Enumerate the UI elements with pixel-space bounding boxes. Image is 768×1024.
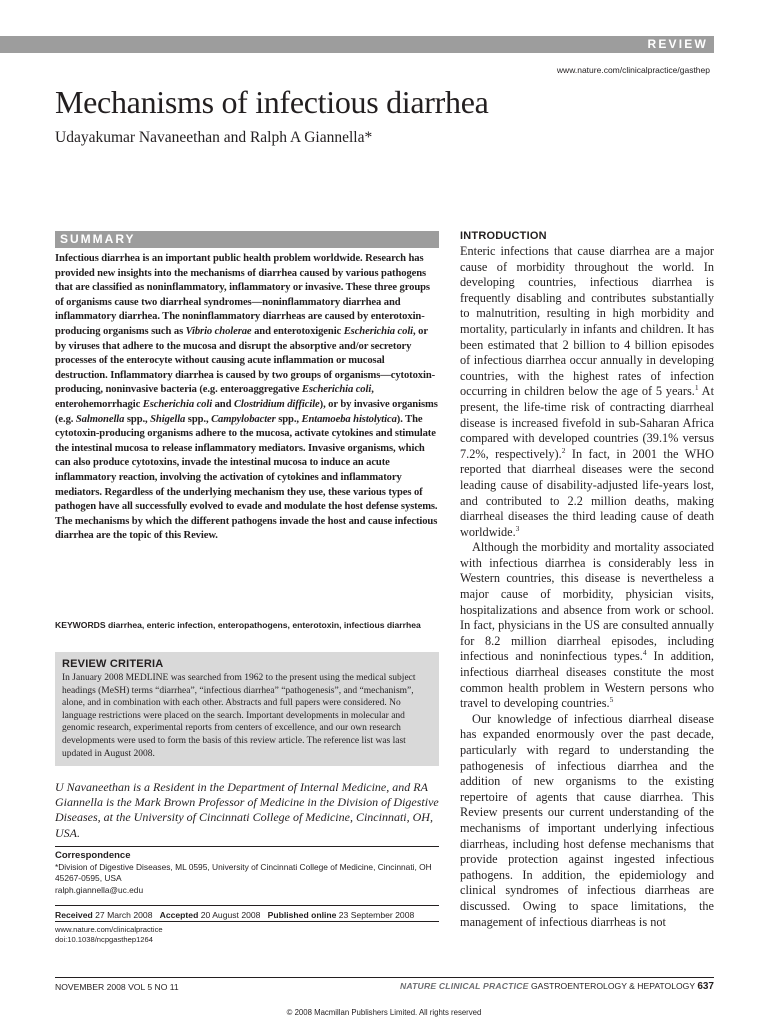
section-bar [0,36,714,53]
review-criteria-heading: REVIEW CRITERIA [62,658,164,670]
summary-heading-bar [55,231,439,248]
review-criteria-box [55,652,439,766]
article-title: Mechanisms of infectious diarrhea [55,84,489,120]
ref-3[interactable]: 3 [515,523,520,533]
copyright: © 2008 Macmillan Publishers Limited. All rights reserved [286,1008,482,1017]
summary-heading: SUMMARY [60,232,136,246]
summary-text [55,252,439,544]
ref-2[interactable]: 2 [561,445,566,455]
doi-id: doi:10.1038/ncpgasthep1264 [55,935,153,945]
doi-block [55,925,439,945]
intro-paragraph-3: Our knowledge of infectious diarrheal disease has expanded enormously over the past decade, particularly with regard to understanding the pathogenesis of infectious diarrhea and the addition of new organisms to the existing repertoire of agents that cause diarrhea. This Review presents our current understanding of the mechanisms of important underlying infectious diarrheas, including host defense mechanisms that provide protection against ingested infectious pathogens. In addition, the epidemiology and clinical syndromes of infectious diarrheas are discussed. Owing to space limitations, the management of infectious diarrheas is not [460,711,714,929]
ref-1[interactable]: 1 [694,383,699,393]
section-label: REVIEW [647,37,708,51]
keywords: KEYWORDS diarrhea, enteric infection, enteropathogens, enterotoxin, infectious diarrhea [55,620,421,630]
introduction-column [460,230,714,930]
divider [55,905,439,906]
footer-specialty: GASTROENTEROLOGY & HEPATOLOGY [530,981,695,991]
introduction-heading: INTRODUCTION [460,230,547,242]
footer-journal [400,981,714,992]
correspondence-heading: Correspondence [55,850,131,861]
ref-4[interactable]: 4 [642,648,647,658]
article-authors: Udayakumar Navaneethan and Ralph A Giannella* [55,129,373,146]
page-number: 637 [697,981,714,992]
journal-url[interactable]: www.nature.com/clinicalpractice/gasthep [556,65,710,75]
author-affiliation: U Navaneethan is a Resident in the Department of Internal Medicine, and RA Giannella is the Mark Brown Professor of Medicine in the Division of Digestive Diseases, at the University of Cincinnati College of Medicine, Cincinnati, OH, USA. [55,780,439,840]
divider [55,921,439,922]
footer-divider [55,977,714,978]
intro-paragraph-1: Enteric infections that cause diarrhea are a major cause of morbidity throughout the world. In developing countries, infectious diarrhea is frequently disabling and contributes substantially to malnutrition, resulting in high morbidity and mortality, particularly in infants and children. It has been estimated that 2 billion to 4 billion episodes of infectious diarrhea occur annually in developing countries, with the highest rates of infection occurring in children below the age of 5 years.$^1$ At present, the life-time risk of contracting diarrheal disease is increased fivefold in sub-Saharan Africa compared with developed countries (39.1% versus 7.2%, respectively).$^2$ In fact, in 2001 the WHO reported that diarrheal diseases were the second leading cause of disability-adjusted life-years lost, and contributed to 2.2 million deaths, making diarrheal diseases the third leading cause of death worldwide.$^3$ [460,244,714,539]
correspondence-address: *Division of Digestive Diseases, ML 0595, University of Cincinnati College of Medicine, Cincinnati, OH 45267-0595, USA [55,862,432,884]
review-criteria-text: In January 2008 MEDLINE was searched from 1962 to the present using the medical subject headings (MeSH) terms “diarrhea”, “infectious diarrhea” “pathogenesis”, and “mechanism”, alone, and in combination with each other. Abstracts and full papers were considered. No language restrictions were placed on the search. Important developments in molecular and genomic research, experimental reports from centers of excellence, and our own research developments were used to form the basis of this review article. The reference list was last updated in August 2008. [62,673,416,759]
ref-5[interactable]: 5 [609,695,614,705]
summary-paragraph: Infectious diarrhea is an important public health problem worldwide. Research has provided new insights into the mechanisms of diarrhea caused by various pathogens that are classified as noninflammatory, inflammatory or invasive. These three groups of organisms cause two diarrheal syndromes—noninflammatory diarrhea and inflammatory diarrhea. The noninflammatory diarrheas are caused by enterotoxin-producing organisms such as Vibrio cholerae and enterotoxigenic Escherichia coli, or by viruses that adhere to the mucosa and disrupt the absorptive and/or secretory processes of the enterocyte without causing acute inflammation or mucosal destruction. Inflammatory diarrhea is caused by two groups of organisms—cytotoxin-producing, noninvasive bacteria (e.g. enteroaggregative Escherichia coli, enterohemorrhagic Escherichia coli and Clostridium difficile), or by invasive organisms (e.g. Salmonella spp., Shigella spp., Campylobacter spp., Entamoeba histolytica). The cytotoxin-producing organisms adhere to the mucosa, activate cytokines and stimulate the intestinal mucosa to release inflammatory mediators. Invasive organisms, which can also produce cytotoxins, invade the intestinal mucosa to induce an acute inflammatory reaction, involving the activation of cytokines and inflammatory mediators. Regardless of the underlying mechanism they use, these various types of pathogen have all successfully evolved to evade and modulate the host defense systems. The mechanisms by which the different pathogens invade the host and cause infectious diarrhea are the topic of this Review. [55,253,438,542]
correspondence-email[interactable]: ralph.giannella@uc.edu [55,884,144,895]
article-dates: Received 27 March 2008 Accepted 20 August 2008 Published online 23 September 2008 [55,910,415,920]
footer-issue: NOVEMBER 2008 VOL 5 NO 11 [55,982,179,992]
intro-paragraph-2: Although the morbidity and mortality associated with infectious diarrhea is considerably less in Western countries, this disease is nevertheless a major cause of morbidity, physician visits, hospitalizations and absence from work or school. In fact, physicians in the US are consulted annually for 8.2 million diarrheal episodes, including infectious and noninfectious types.$^4$ In addition, infectious diarrheal diseases constitute the most common health problem in Western persons who travel to developing countries.$^5$ [460,540,714,711]
correspondence-text [55,862,439,896]
divider [55,846,439,847]
footer-journal-name: NATURE CLINICAL PRACTICE [399,981,529,991]
doi-url[interactable]: www.nature.com/clinicalpractice [55,925,163,934]
